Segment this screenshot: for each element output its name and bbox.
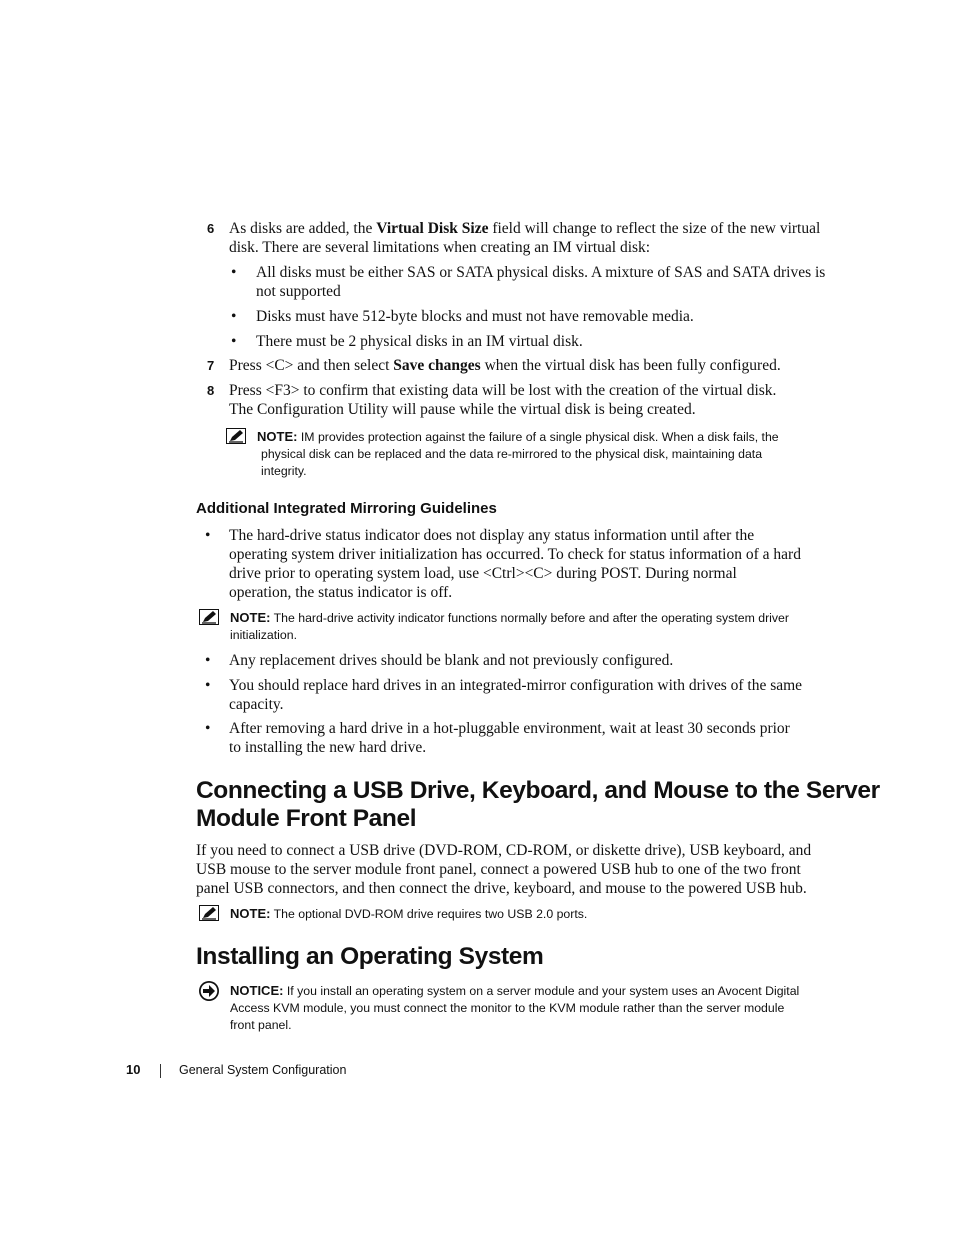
note-line: initialization. — [230, 628, 297, 642]
usb-body-paragraph — [196, 841, 811, 898]
paragraph-line: USB mouse to the server module front panel, connect a powered USB hub to one of the two front — [196, 861, 801, 878]
list-item — [229, 719, 790, 757]
list-item-line: to installing the new hard drive. — [229, 739, 427, 756]
pencil-note-icon — [226, 428, 246, 444]
pencil-note-icon — [199, 609, 219, 625]
step-number-8: 8 — [207, 383, 215, 398]
list-item-line: You should replace hard drives in an integrated-mirror configuration with drives of the same — [229, 677, 803, 694]
bullet-dot: • — [231, 333, 237, 350]
notice-label: NOTICE: — [230, 983, 284, 998]
step-6-text-line2: disk. There are several limitations when creating an IM virtual disk: — [229, 239, 651, 256]
notice-line: If you install an operating system on a server module and your system uses an Avocent Digital — [283, 984, 800, 998]
notice-line: front panel. — [230, 1018, 292, 1032]
note-label: NOTE: — [230, 906, 271, 921]
list-item-line: drive prior to operating system load, use <Ctrl><C> during POST. During normal — [229, 565, 737, 582]
list-item-line: After removing a hard drive in a hot-pluggable environment, wait at least 30 seconds prior — [229, 720, 790, 737]
footer-section-title: General System Configuration — [179, 1063, 347, 1077]
step-8-text-line1: Press <F3> to confirm that existing data will be lost with the creation of the virtual disk. — [229, 382, 777, 399]
list-item-line: capacity. — [229, 696, 284, 713]
heading-line: Connecting a USB Drive, Keyboard, and Mouse to the Server — [196, 777, 880, 804]
bullet-dot: • — [231, 264, 237, 281]
section-heading-usb — [196, 777, 880, 833]
section-heading-os: Installing an Operating System — [196, 943, 544, 970]
step-number-6: 6 — [207, 221, 215, 236]
bullet-dot: • — [205, 677, 211, 694]
note-line: integrity. — [261, 464, 307, 478]
list-item-line: operating system driver initialization has occurred. To check for status information of a hard — [229, 546, 801, 563]
note-line: The optional DVD-ROM drive requires two USB 2.0 ports. — [270, 907, 588, 921]
step-6-text-pre: As disks are added, the — [229, 220, 377, 237]
pencil-note-icon — [199, 905, 219, 921]
paragraph-line: panel USB connectors, and then connect the drive, keyboard, and mouse to the powered USB hub. — [196, 880, 807, 897]
arrow-notice-icon — [198, 980, 220, 1002]
footer-divider — [160, 1064, 161, 1078]
bullet-dot: • — [205, 720, 211, 737]
step-7-text-post: when the virtual disk has been fully configured. — [480, 357, 781, 374]
note-line: IM provides protection against the failure of a single physical disk. When a disk fails, the — [297, 430, 779, 444]
paragraph-line: If you need to connect a USB drive (DVD-ROM, CD-ROM, or diskette drive), USB keyboard, and — [196, 842, 812, 859]
note-line: The hard-drive activity indicator functions normally before and after the operating system driver — [270, 611, 789, 625]
heading-line: Module Front Panel — [196, 805, 417, 832]
bullet-dot: • — [205, 527, 211, 544]
list-item-line: not supported — [256, 283, 341, 300]
step-6-text-post: field will change to reflect the size of the new virtual — [488, 220, 821, 237]
step-number-7: 7 — [207, 358, 215, 373]
note-line: physical disk can be replaced and the data re-mirrored to the physical disk, maintaining data — [261, 447, 763, 461]
note-label: NOTE: — [257, 429, 298, 444]
virtual-disk-size-term: Virtual Disk Size — [376, 220, 489, 237]
bullet-dot: • — [231, 308, 237, 325]
note-dvd-rom — [230, 905, 587, 923]
step-7-text — [229, 356, 781, 375]
list-item-line: All disks must be either SAS or SATA physical disks. A mixture of SAS and SATA drives is — [256, 264, 826, 281]
section-heading-guidelines: Additional Integrated Mirroring Guidelines — [196, 500, 497, 517]
page-number: 10 — [126, 1062, 141, 1077]
list-item: Disks must have 512-byte blocks and must not have removable media. — [256, 308, 694, 325]
note-im-protection — [257, 428, 779, 480]
list-item: Any replacement drives should be blank and not previously configured. — [229, 652, 674, 669]
list-item — [229, 526, 801, 602]
notice-line: Access KVM module, you must connect the monitor to the KVM module rather than the server module — [230, 1001, 785, 1015]
step-8-text-line2: The Configuration Utility will pause while the virtual disk is being created. — [229, 401, 696, 418]
list-item-line: The hard-drive status indicator does not display any status information until after the — [229, 527, 755, 544]
save-changes-term: Save changes — [393, 357, 481, 374]
list-item-line: operation, the status indicator is off. — [229, 584, 453, 601]
step-8-text — [229, 381, 776, 419]
step-7-text-pre: Press <C> and then select — [229, 357, 394, 374]
note-label: NOTE: — [230, 610, 271, 625]
list-item: There must be 2 physical disks in an IM virtual disk. — [256, 333, 583, 350]
step-6-text — [229, 219, 820, 257]
note-activity-indicator — [230, 609, 789, 644]
list-item — [229, 676, 802, 714]
list-item — [256, 263, 825, 301]
bullet-dot: • — [205, 652, 211, 669]
notice-kvm — [230, 982, 799, 1034]
